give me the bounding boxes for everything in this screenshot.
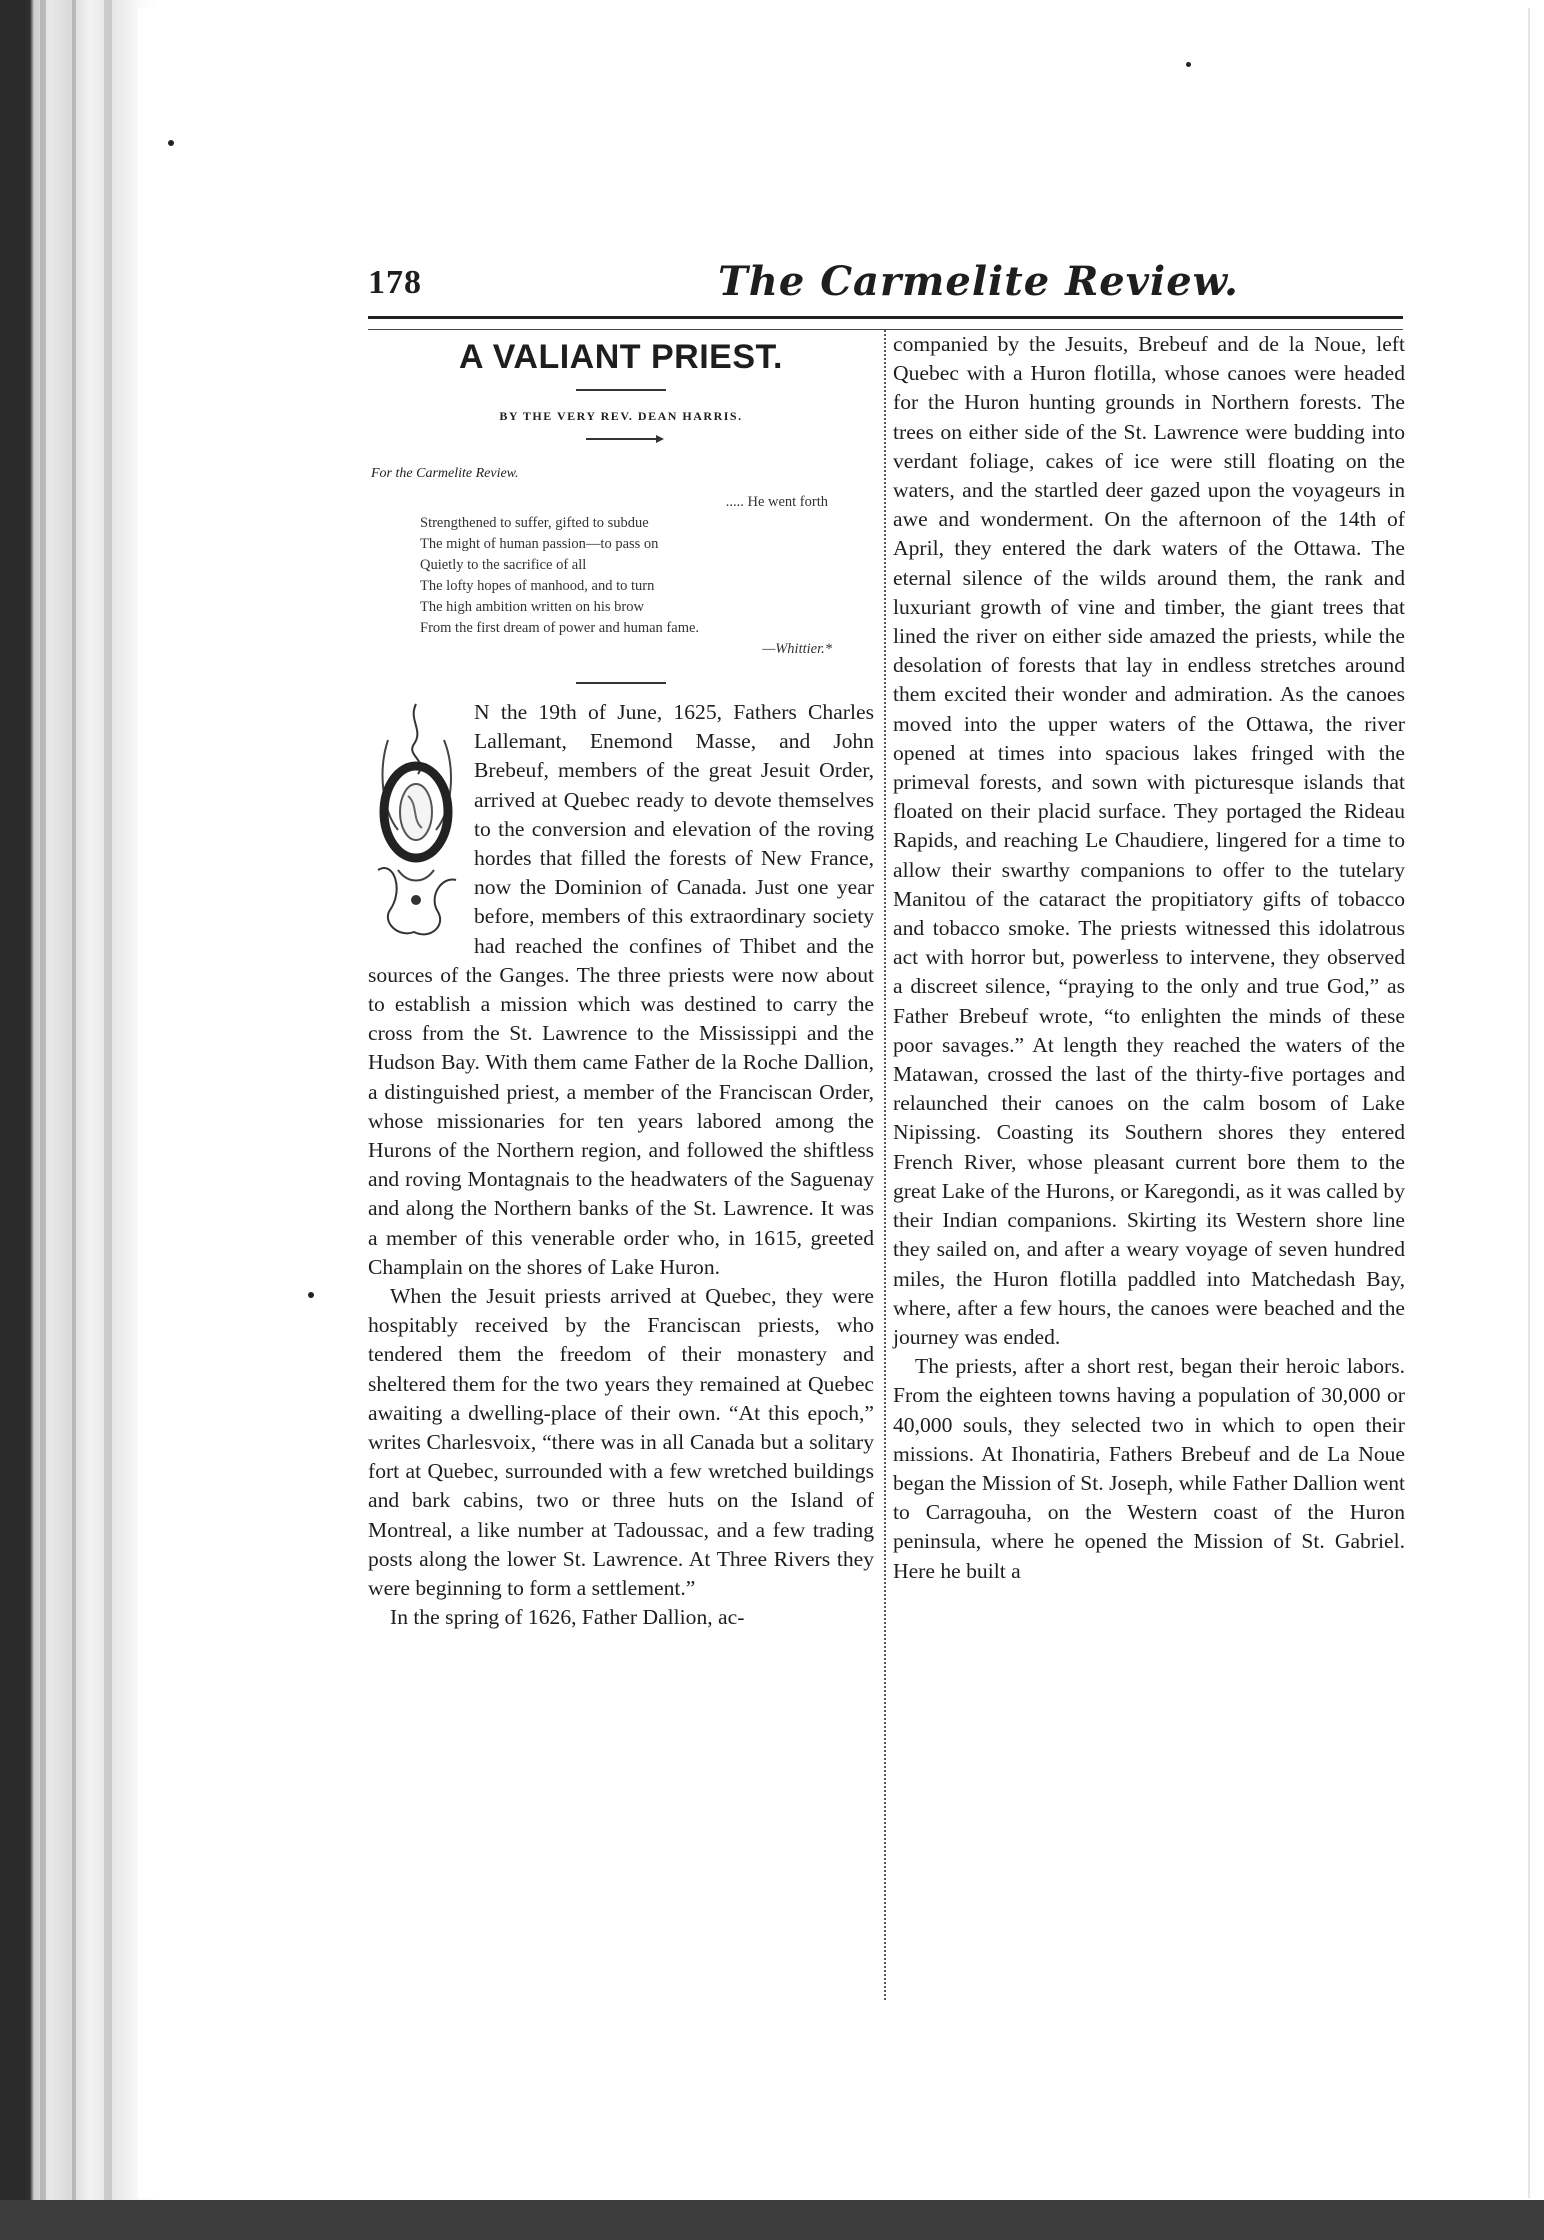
byline: BY THE VERY REV. DEAN HARRIS. (499, 409, 743, 423)
epigraph-line: Quietly to the sacrifice of all (420, 557, 587, 573)
right-body-text (893, 330, 1405, 1586)
left-column (368, 336, 874, 1633)
paragraph: companied by the Jesuits, Brebeuf and de la Noue, left Quebec with a Huron flotilla, whose canoes were headed for the Huron hunting grounds in Northern forests. The trees on either side of the St. Lawrence were budding into verdant foliage, cakes of ice were still floating on the waters, and the startled deer gazed upon the voyageurs in awe and wonderment. On the afternoon of the 14th of April, they entered the dark waters of the Ottawa. The eternal silence of the wilds around them, the rank and luxuriant growth of vine and timber, the giant trees that lined the river on either side amazed the priests, while the desolation of forests that lay in endless stretches around them excited their wonder and admiration. As the canoes moved into the upper waters of the Ottawa, the river opened at times into spacious lakes fringed with the primeval forests, and sown with picturesque islands that floated on their placid surface. They portaged the Rideau Rapids, and reaching Le Chaudiere, lingered for a time to allow their swarthy companions to offer to the tutelary Manitou of the cataract the propitiatory gifts of tobacco and tobacco smoke. The priests witnessed this idolatrous act with horror but, powerless to intervene, they observed a discreet silence, “praying to the only and true God,” as Father Brebeuf wrote, “to enlighten the minds of these poor savages.” At length they reached the waters of the Matawan, crossed the last of the thirty-five portages and relaunched their canoes on the calm bosom of Lake Nipissing. Coasting its Southern shores they entered French River, whose pleasant current bore them to the great Lake of the Hurons, or Karegondi, as it was called by their Indian companions. Skirting its Western shore line they sailed on, and after a weary voyage of seven hundred miles, the Huron flotilla paddled into Matchedash Bay, where, after a few hours, the canoes were beached and the journey was ended. (893, 332, 1405, 1349)
epigraph-line: From the first dream of power and human fame. (420, 620, 700, 636)
paper-speck (1186, 62, 1191, 67)
epigraph-line: The high ambition written on his brow (420, 599, 644, 615)
ornamental-dropcap (368, 700, 464, 950)
header-rule (368, 316, 1403, 330)
page-number: 178 (368, 264, 422, 301)
byline-ornament-rule (586, 438, 656, 440)
title-rule (576, 389, 666, 391)
paragraph: In the spring of 1626, Father Dallion, ac- (390, 1605, 745, 1630)
epigraph-line: The might of human passion—to pass on (420, 536, 659, 552)
paragraph: N the 19th of June, 1625, Fathers Charles Lallemant, Enemond Masse, and John Brebeuf, members of the great Jesuit Order, arrived at Quebec ready to devote themselves to the conversion and elevation of the roving hordes that filled the forests of New France, now the Dominion of Canada. Just one year before, members of this extraordinary society had reached the confines of Thibet and the sources of the Ganges. The three priests were now about to establish a mission which was destined to carry the cross from the St. Lawrence to the Mississippi and the Hudson Bay. With them came Father de la Roche Dallion, a distinguished priest, a member of the Franciscan Order, whose missionaries for ten years labored among the Hurons of the Northern region, and followed the shiftless and roving Montagnais to the headwaters of the Saguenay and along the Northern banks of the St. Lawrence. It was a member of this venerable order who, in 1615, greeted Champlain on the shores of Lake Huron. (368, 700, 874, 1279)
binding-streak (40, 0, 46, 2200)
right-column (893, 330, 1405, 1586)
dropcap-ornament-icon (368, 700, 464, 950)
epigraph-line: The lofty hopes of manhood, and to turn (420, 578, 655, 594)
epigraph-attribution: —Whittier.* (762, 641, 832, 657)
binding-streak (104, 0, 112, 2200)
scan-bottom-edge (0, 2200, 1544, 2240)
credit-line: For the Carmelite Review. (371, 466, 519, 481)
epigraph (420, 492, 840, 660)
paper-speck (308, 1292, 314, 1298)
section-rule (576, 682, 666, 684)
column-divider (884, 330, 886, 2000)
paragraph: When the Jesuit priests arrived at Quebec, they were hospitably received by the Franciscan priests, who tendered them the freedom of their monastery and sheltered them for the two years they remained at Quebec awaiting a dwelling-place of their own. “At this epoch,” writes Charlesvoix, “there was in all Canada but a solitary fort at Quebec, surrounded with a few wretched buildings and bark cabins, two or three huts on the Island of Montreal, a like number at Tadoussac, and a few trading posts along the lower St. Lawrence. At Three Rivers they were beginning to form a settlement.” (368, 1284, 874, 1601)
paragraph: The priests, after a short rest, began their heroic labors. From the eighteen towns having a population of 30,000 or 40,000 souls, they selected two in which to open their missions. At Ihonatiria, Fathers Brebeuf and de La Noue began the Mission of St. Joseph, while Father Dallion went to Carragouha, on the Western coast of the Huron peninsula, where he opened the Mission of St. Gabriel. Here he built a (893, 1354, 1405, 1583)
running-header (368, 258, 1403, 314)
running-title: The Carmelite Review. (718, 258, 1239, 305)
epigraph-line: ..... He went forth (725, 494, 828, 510)
left-body-text (368, 698, 874, 1633)
binding-streak (72, 0, 76, 2200)
book-binding-edge (0, 0, 26, 2240)
epigraph-line: Strengthened to suffer, gifted to subdue (420, 515, 649, 531)
paper-speck (168, 140, 174, 146)
article-title: A VALIANT PRIEST. (459, 338, 783, 376)
